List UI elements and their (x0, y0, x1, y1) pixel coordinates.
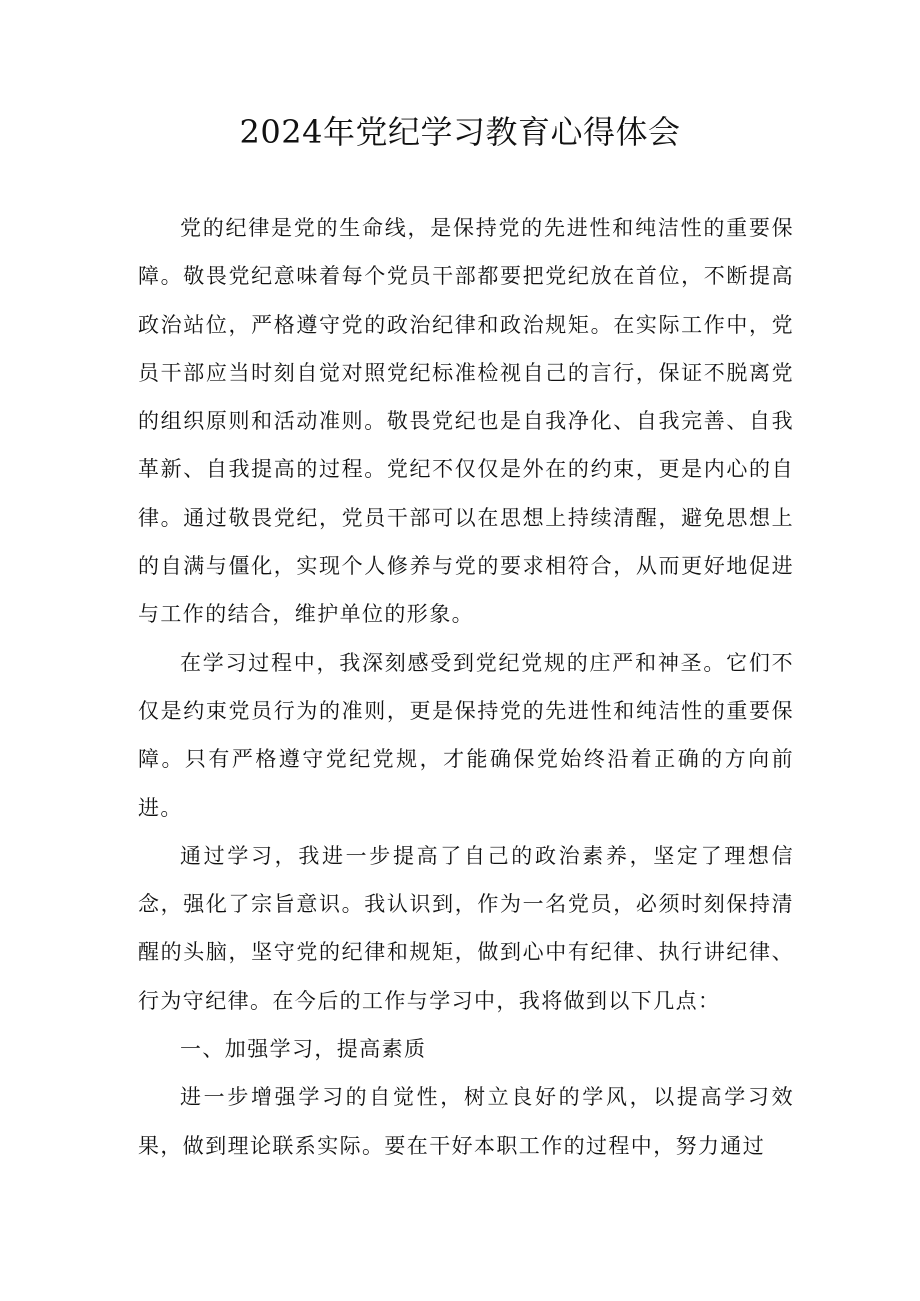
paragraph-3: 通过学习，我进一步提高了自己的政治素养，坚定了理想信念，强化了宗旨意识。我认识到，作为一名党员，必须时刻保持清醒的头脑，坚守党的纪律和规矩，做到心中有纪律、执行讲纪律、行为守纪律。在今后的工作与学习中，我将做到以下几点： (138, 843, 794, 1013)
paragraph-4: 进一步增强学习的自觉性，树立良好的学风，以提高学习效果，做到理论联系实际。要在干好本职工作的过程中，努力通过 (138, 1085, 794, 1158)
paragraph-1: 党的纪律是党的生命线，是保持党的先进性和纯洁性的重要保障。敬畏党纪意味着每个党员干部都要把党纪放在首位，不断提高政治站位，严格遵守党的政治纪律和政治规矩。在实际工作中，党员干部应当时刻自觉对照党纪标准检视自己的言行，保证不脱离党的组织原则和活动准则。敬畏党纪也是自我净化、自我完善、自我革新、自我提高的过程。党纪不仅仅是外在的约束，更是内心的自律。通过敬畏党纪，党员干部可以在思想上持续清醒，避免思想上的自满与僵化，实现个人修养与党的要求相符合，从而更好地促进与工作的结合，维护单位的形象。 (138, 216, 794, 627)
paragraph-2: 在学习过程中，我深刻感受到党纪党规的庄严和神圣。它们不仅是约束党员行为的准则，更是保持党的先进性和纯洁性的重要保障。只有严格遵守党纪党规，才能确保党始终沿着正确的方向前进。 (138, 650, 794, 820)
document-title: 2024年党纪学习教育心得体会 (239, 113, 681, 151)
document-body (138, 204, 794, 1170)
section-heading-1: 一、加强学习，提高素质 (180, 1037, 427, 1062)
